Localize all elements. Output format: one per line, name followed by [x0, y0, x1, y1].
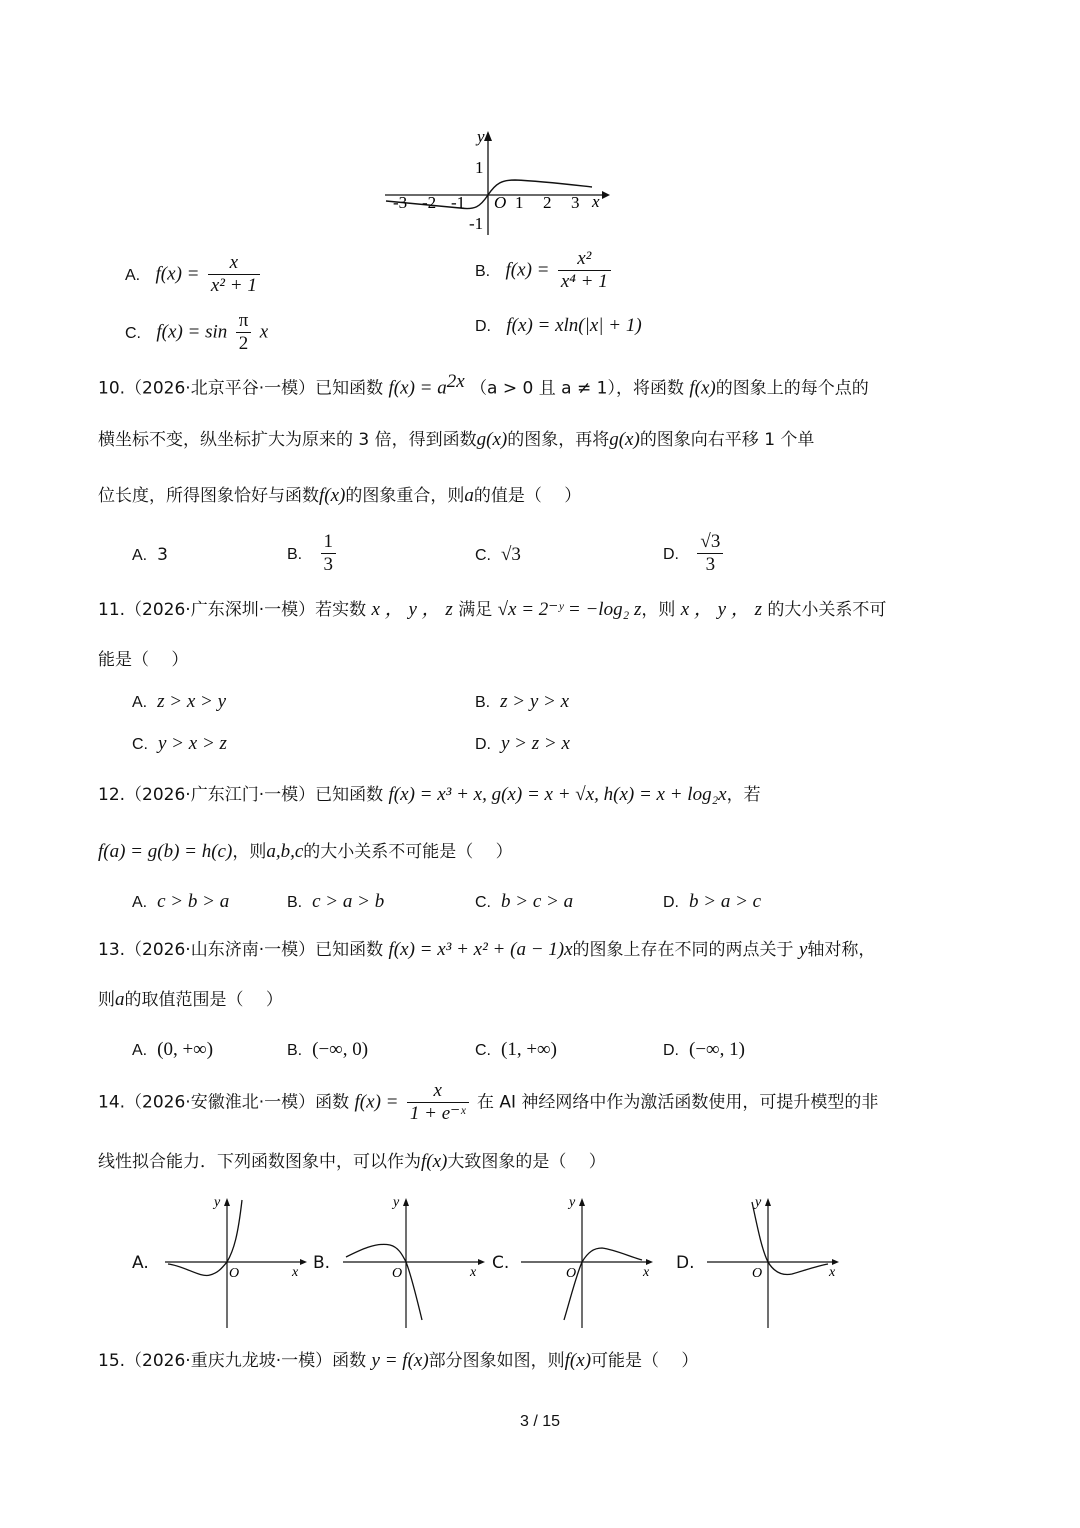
fraction: $\frac{\pi}{2}$ — [236, 310, 252, 355]
question-source: （2026·广东江门·一模） — [125, 785, 316, 805]
q13-option-b[interactable]: B. (−∞, 0) — [287, 1039, 369, 1060]
question-number: 10. — [98, 378, 126, 399]
question-source: （2026·北京平谷·一模） — [125, 378, 316, 399]
q10-option-c[interactable]: C. √3 — [475, 544, 521, 565]
question-source: （2026·山东济南·一模） — [125, 940, 316, 960]
q11-option-a[interactable]: A. z > x > y — [132, 691, 227, 712]
q14-line-1: 14.（2026·安徽淮北·一模）函数 f(x) = $\frac{x}{\text{1 + e⁻ˣ}}$ 在 AI 神经网络中作为激活函数使用，可提升模型的非 — [98, 1080, 879, 1124]
q14-option-c-label[interactable]: C. — [492, 1253, 510, 1273]
q9-option-c[interactable]: C. f(x) = sin $\frac{\pi}{2}$ x — [125, 310, 269, 354]
q9-x-label: x — [592, 192, 600, 211]
q14-option-b-graph[interactable] — [338, 1190, 488, 1330]
q14-option-a-label[interactable]: A. — [132, 1253, 149, 1273]
svg-text:O: O — [752, 1266, 763, 1281]
svg-text:O: O — [229, 1266, 240, 1281]
svg-text:y: y — [755, 1195, 762, 1210]
q10-option-b[interactable]: B. $\frac{1}{3}$ — [287, 531, 339, 576]
q9-x-tick: 1 — [515, 193, 524, 212]
svg-text:y: y — [214, 1195, 221, 1210]
q9-option-a[interactable]: A. f(x) = $\frac{x}{\text{x² + 1}}$ — [125, 252, 263, 297]
question-source: （2026·广东深圳·一模） — [125, 600, 316, 620]
curve — [564, 1248, 642, 1320]
q10-option-a[interactable]: A. 3 — [132, 545, 168, 565]
q13-option-a[interactable]: A. (0, +∞) — [132, 1039, 214, 1060]
svg-text:x: x — [470, 1265, 477, 1280]
q12-option-c[interactable]: C. b > c > a — [475, 891, 574, 912]
q9-curve — [386, 180, 592, 209]
q12-line-2: f(a) = g(b) = h(c)，则a,b,c的大小关系不可能是（ ） — [98, 841, 513, 862]
question-number: 14. — [98, 1092, 126, 1113]
q9-y-tick: 1 — [475, 158, 484, 177]
question-source: （2026·安徽淮北·一模） — [125, 1092, 316, 1113]
svg-text:x: x — [829, 1265, 836, 1280]
q10-option-d[interactable]: D. $\frac{√3}{3}$ — [663, 531, 726, 576]
q12-line-1: 12.（2026·广东江门·一模）已知函数 f(x) = x³ + x, g(x) = x + √x, h(x) = x + log₂x，若 — [98, 784, 761, 805]
q13-option-d[interactable]: D. (−∞, 1) — [663, 1039, 745, 1060]
q13-line-2: 则a的取值范围是（ ） — [98, 989, 283, 1010]
q10-line-1: 10.（2026·北京平谷·一模）已知函数 $f(x) = a^{2x}$ （a > 0 且 a ≠ 1），将函数 f(x)的图象上的每个点的 — [98, 371, 869, 399]
q11-option-c[interactable]: C. y > x > z — [132, 733, 227, 754]
q9-x-tick: 3 — [571, 193, 580, 212]
curve — [752, 1202, 828, 1275]
q9-function-graph — [380, 125, 610, 240]
fraction: $\frac{x}{\text{1 + e⁻ˣ}}$ — [407, 1080, 469, 1125]
q13-line-1: 13.（2026·山东济南·一模）已知函数 f(x) = x³ + x² + (a − 1)x的图象上存在不同的两点关于 y轴对称， — [98, 939, 876, 960]
question-number: 13. — [98, 940, 126, 960]
q11-line-1: 11.（2026·广东深圳·一模）若实数 x ， y ， z 满足 √x = 2⁻ʸ = −log₂ z，则 x ， y ， z 的大小关系不可 — [98, 599, 887, 620]
q15-line-1: 15.（2026·重庆九龙坡·一模）函数 y = f(x)部分图象如图，则f(x)可能是（ ） — [98, 1350, 699, 1371]
q9-x-tick: -2 — [422, 193, 437, 212]
question-source: （2026·重庆九龙坡·一模） — [125, 1351, 333, 1371]
q12-option-a[interactable]: A. c > b > a — [132, 891, 230, 912]
fraction: $\frac{1}{3}$ — [321, 531, 337, 576]
fraction: $\frac{x}{\text{x² + 1}}$ — [208, 252, 260, 297]
svg-text:O: O — [392, 1266, 403, 1281]
q9-y-tick: -1 — [469, 214, 484, 233]
fraction: $\frac{\text{x²}}{\text{x⁴ + 1}}$ — [558, 248, 611, 293]
q14-option-b-label[interactable]: B. — [313, 1253, 331, 1273]
q12-option-d[interactable]: D. b > a > c — [663, 891, 762, 912]
q9-x-tick: -3 — [393, 193, 408, 212]
q14-option-d-graph[interactable] — [702, 1190, 852, 1330]
q13-option-c[interactable]: C. (1, +∞) — [475, 1039, 557, 1060]
q12-option-b[interactable]: B. c > a > b — [287, 891, 385, 912]
q11-line-2: 能是（ ） — [98, 650, 189, 670]
q10-line-2: 横坐标不变，纵坐标扩大为原来的 3 倍，得到函数g(x)的图象，再将g(x)的图象向右平移 1 个单 — [98, 429, 815, 450]
q11-option-b[interactable]: B. z > y > x — [475, 691, 570, 712]
q11-option-d[interactable]: D. y > z > x — [475, 733, 570, 754]
q9-option-b[interactable]: B. f(x) = $\frac{\text{x²}}{\text{x⁴ + 1}}$ — [475, 248, 614, 293]
question-number: 12. — [98, 785, 126, 805]
q9-x-tick: 2 — [543, 193, 552, 212]
q9-y-label: y — [477, 127, 485, 146]
question-number: 11. — [98, 600, 126, 620]
q14-line-2: 线性拟合能力．下列函数图象中，可以作为f(x)大致图象的是（ ） — [98, 1151, 606, 1172]
q10-line-3: 位长度，所得图象恰好与函数f(x)的图象重合，则a的值是（ ） — [98, 485, 582, 506]
curve — [346, 1244, 422, 1320]
q9-origin-label: O — [494, 193, 507, 212]
svg-text:y: y — [393, 1195, 400, 1210]
page-number: 3 / 15 — [519, 1413, 561, 1430]
curve — [168, 1200, 242, 1275]
q14-option-d-label[interactable]: D. — [676, 1253, 695, 1273]
svg-text:y: y — [569, 1195, 576, 1210]
q14-option-c-graph[interactable] — [516, 1190, 666, 1330]
q9-option-d[interactable]: D. f(x) = xln(|x| + 1) — [475, 315, 642, 336]
svg-text:x: x — [292, 1265, 299, 1280]
q14-option-a-graph[interactable] — [160, 1190, 310, 1330]
question-number: 15. — [98, 1351, 126, 1371]
q9-x-tick: -1 — [451, 193, 466, 212]
svg-text:x: x — [643, 1265, 650, 1280]
fraction: $\frac{√3}{3}$ — [697, 531, 723, 576]
svg-text:O: O — [566, 1266, 577, 1281]
